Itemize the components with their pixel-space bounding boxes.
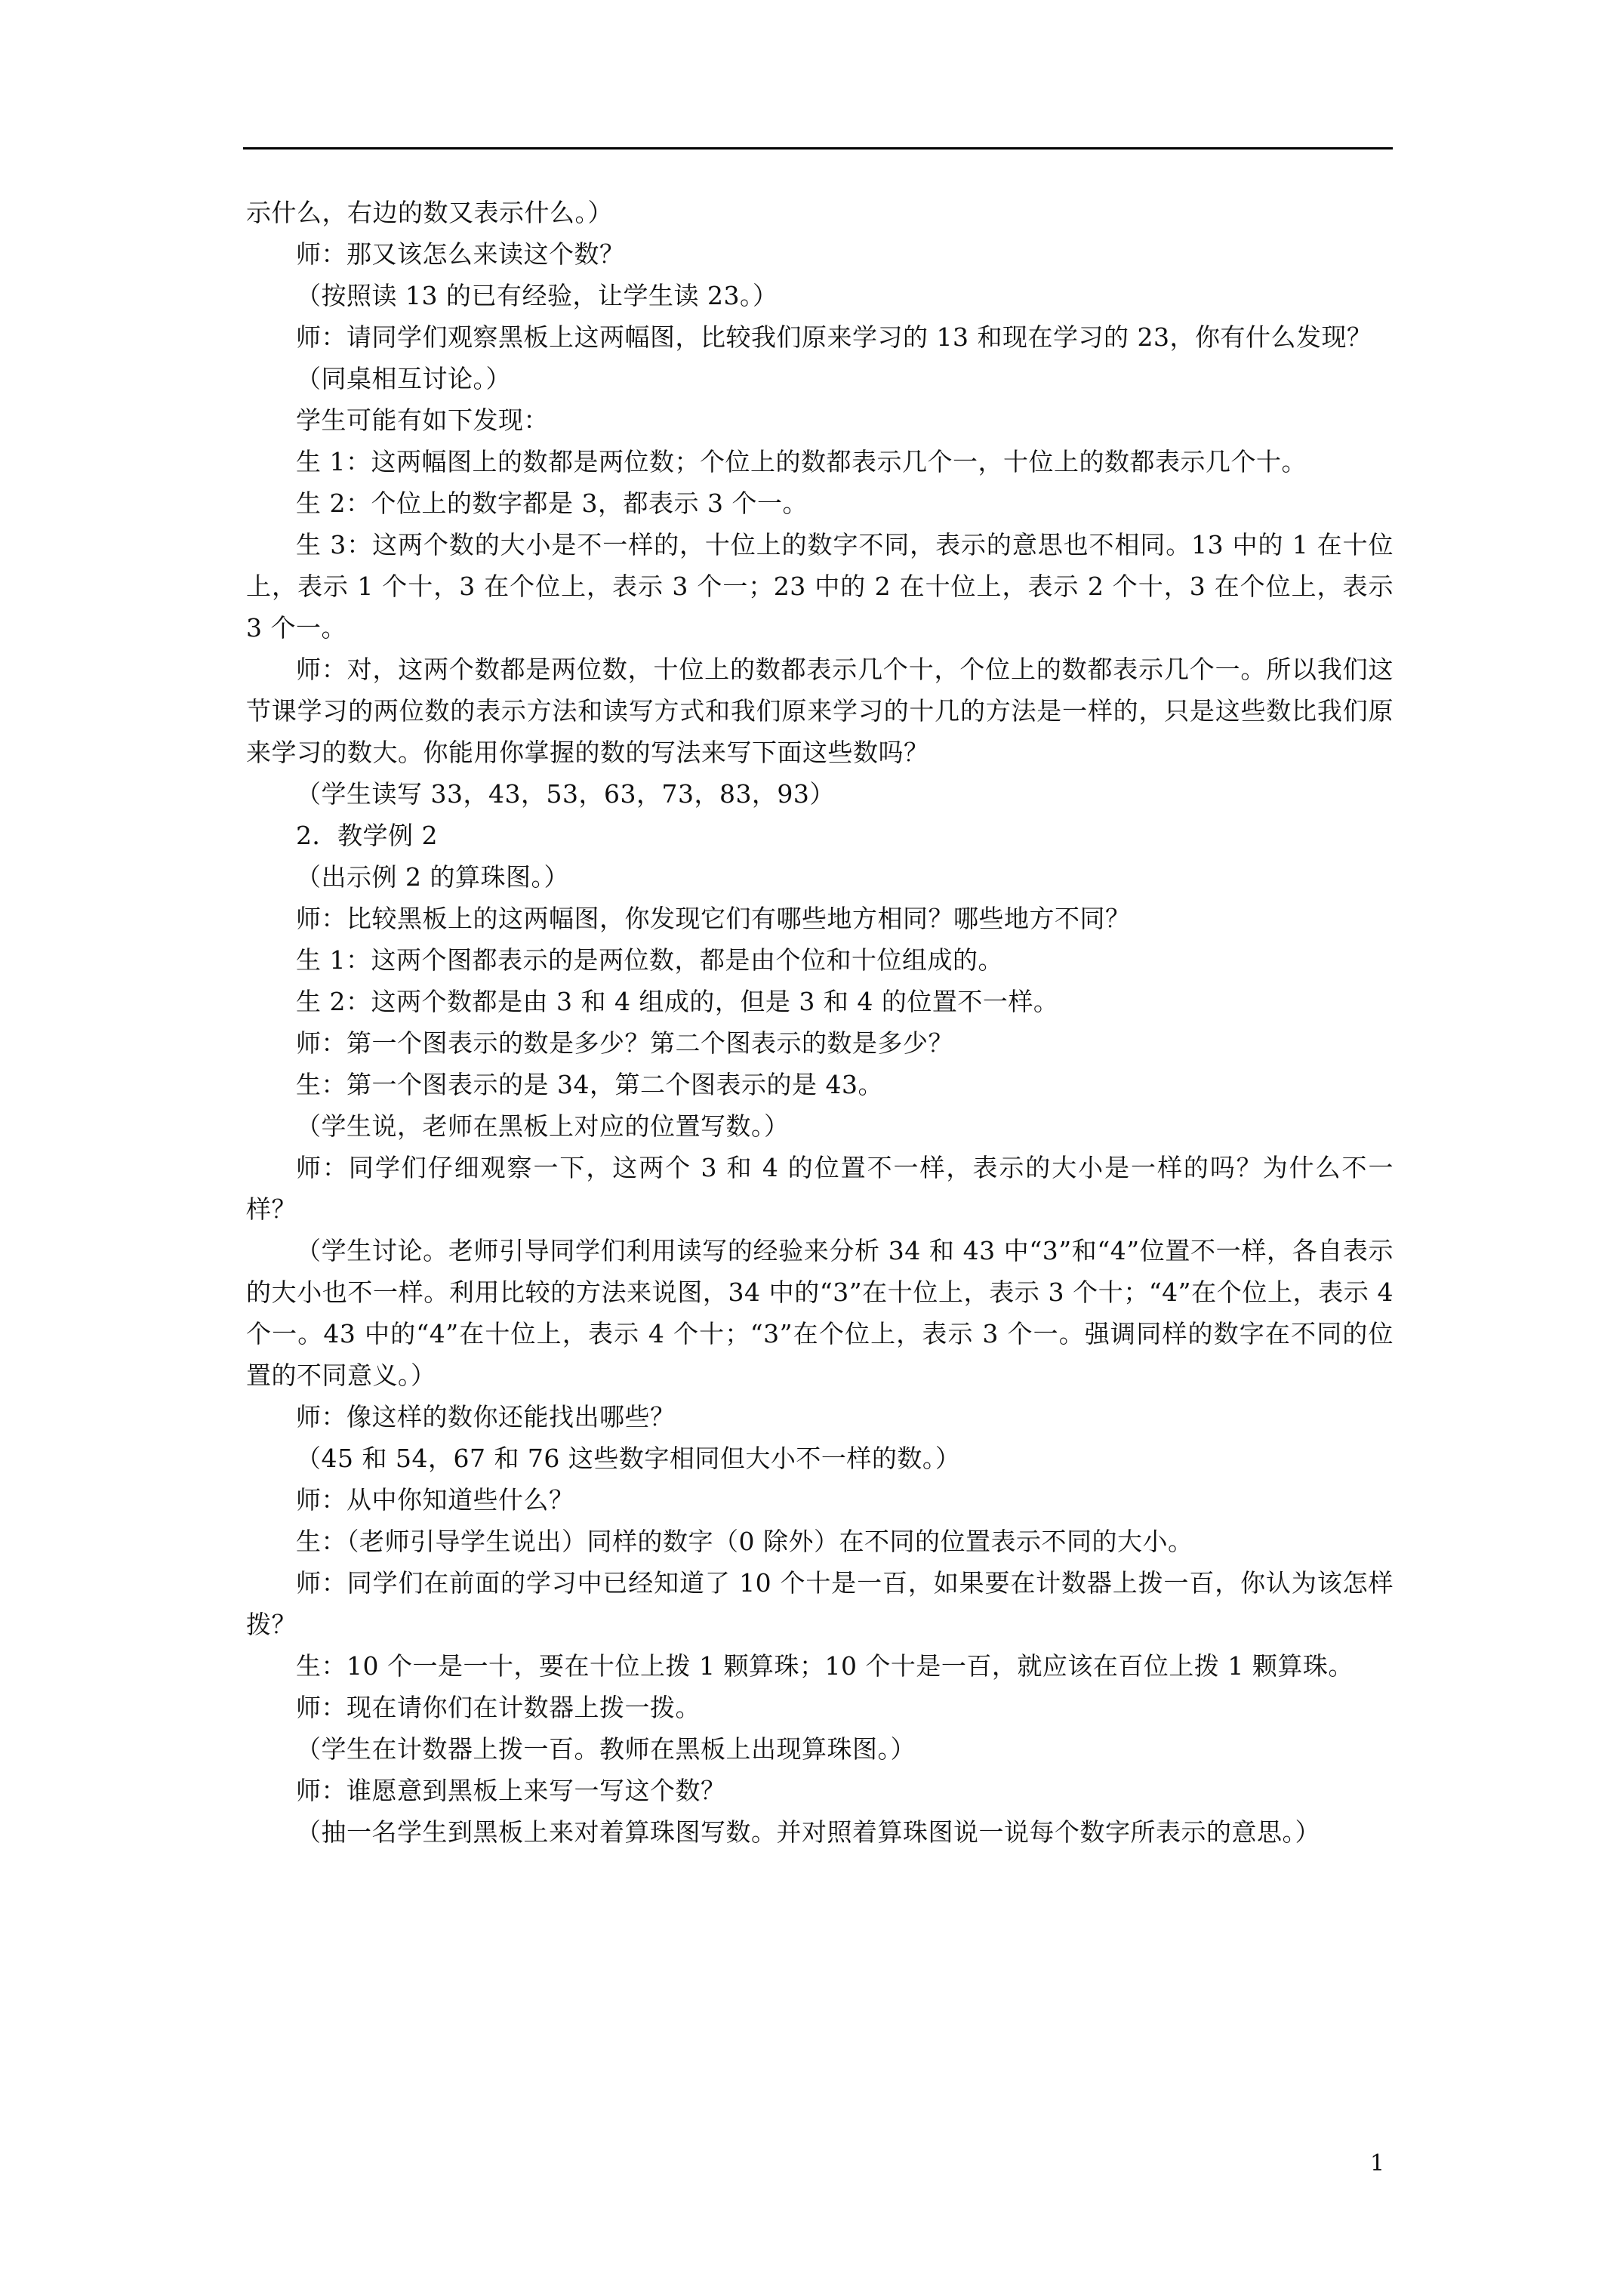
paragraph: 生 2：个位上的数字都是 3，都表示 3 个一。 [296,488,808,518]
paragraph: 生：第一个图表示的是 34，第二个图表示的是 43。 [296,1070,883,1099]
paragraph: 师：对，这两个数都是两位数，十位上的数都表示几个十，个位上的数都表示几个一。所以我们这节课学习的两位数的表示方法和读写方式和我们原来学习的十几的方法是一样的，只是这些数比我们原来学习的数大。你能用你掌握的数的写法来写下面这些数吗？ [246,655,1394,767]
paragraph: （按照读 13 的已有经验，让学生读 23。） [296,281,778,310]
paragraph: （学生说，老师在黑板上对应的位置写数。） [296,1111,790,1141]
paragraph: 学生可能有如下发现： [296,405,549,435]
paragraph-continued: 示什么，右边的数又表示什么。） [246,198,613,227]
paragraph: （学生在计数器上拨一百。教师在黑板上出现算珠图。） [296,1734,916,1764]
paragraph: 师：从中你知道些什么？ [296,1485,574,1515]
paragraph: 师：谁愿意到黑板上来写一写这个数？ [296,1776,726,1805]
paragraph: 生 1：这两幅图上的数都是两位数；个位上的数都表示几个一，十位上的数都表示几个十。 [296,447,1307,476]
paragraph: 师：同学们在前面的学习中已经知道了 10 个十是一百，如果要在计数器上拨一百，你认为该怎样拨？ [246,1568,1394,1639]
paragraph: 师：现在请你们在计数器上拨一拨。 [296,1693,701,1722]
header-rule [243,147,1393,149]
paragraph: 生 2：这两个数都是由 3 和 4 组成的，但是 3 和 4 的位置不一样。 [296,987,1059,1016]
paragraph: 生 3：这两个数的大小是不一样的，十位上的数字不同，表示的意思也不相同。13 中的 1 在十位上，表示 1 个十，3 在个位上，表示 3 个一；23 中的 2 在十位上，表示 2 个十，3 在个位上，表示 3 个一。 [246,530,1394,643]
paragraph: 生：（老师引导学生说出）同样的数字（0 除外）在不同的位置表示不同的大小。 [296,1527,1193,1556]
paragraph: 师：同学们仔细观察一下，这两个 3 和 4 的位置不一样，表示的大小是一样的吗？为什么不一样？ [246,1153,1394,1224]
paragraph: 师：那又该怎么来读这个数？ [296,239,625,269]
page-body [246,192,1394,1853]
paragraph: （抽一名学生到黑板上来对着算珠图写数。并对照着算珠图说一说每个数字所表示的意思。） [296,1817,1320,1847]
section-heading: 2．教学例 2 [296,821,438,850]
paragraph: 师：请同学们观察黑板上这两幅图，比较我们原来学习的 13 和现在学习的 23，你有什么发现？ [296,322,1372,352]
paragraph: （出示例 2 的算珠图。） [296,862,569,892]
paragraph: 师：比较黑板上的这两幅图，你发现它们有哪些地方相同？哪些地方不同？ [296,904,1131,933]
paragraph: （学生讨论。老师引导同学们利用读写的经验来分析 34 和 43 中“3”和“4”位置不一样，各自表示的大小也不一样。利用比较的方法来说图，34 中的“3”在十位上，表示 3 个十；“4”在个位上，表示 4 个一。43 中的“4”在十位上，表示 4 个十；“3”在个位上，表示 3 个一。强调同样的数字在不同的位置的不同意义。） [246,1236,1394,1390]
paragraph: （同桌相互讨论。） [296,364,511,393]
paragraph: （45 和 54，67 和 76 这些数字相同但大小不一样的数。） [296,1444,961,1473]
paragraph: 师：第一个图表示的数是多少？第二个图表示的数是多少？ [296,1028,953,1058]
paragraph: 师：像这样的数你还能找出哪些？ [296,1402,676,1432]
paragraph: 生：10 个一是一十，要在十位上拨 1 颗算珠；10 个十是一百，就应该在百位上拨 1 颗算珠。 [296,1651,1354,1681]
page-number: 1 [1370,2150,1385,2177]
paragraph: （学生读写 33，43，53，63，73，83，93） [296,779,835,809]
paragraph: 生 1：这两个图都表示的是两位数，都是由个位和十位组成的。 [296,945,1003,975]
